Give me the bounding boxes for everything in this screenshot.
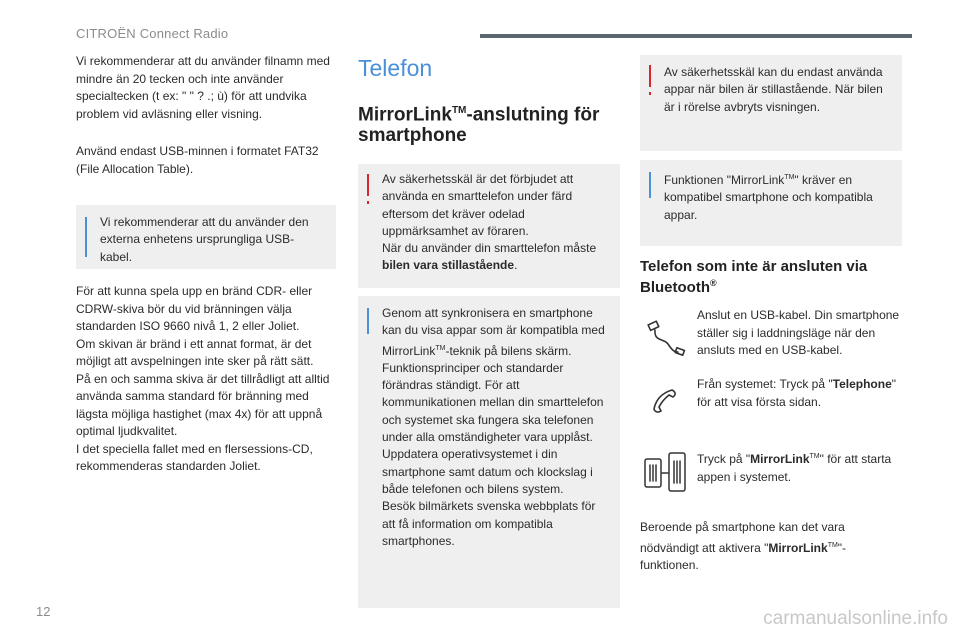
right-footer-text: Beroende på smartphone kan det vara nödvändigt att aktivera "MirrorLink™"-funktionen. xyxy=(640,520,847,572)
step-mirrorlink-text: Tryck på "MirrorLink™" för att starta appen i systemet. xyxy=(697,452,892,484)
header-bar xyxy=(480,34,912,38)
warning-bar xyxy=(367,174,369,196)
info-bar xyxy=(367,308,369,334)
mirrorlink-heading: MirrorLink™-anslutning för smartphone xyxy=(358,104,600,147)
page-number: 12 xyxy=(36,604,51,619)
left-info-text: Vi rekommenderar att du använder den externa enhetens ursprungliga USB-kabel. xyxy=(100,215,309,264)
step-telephone-text: Från systemet: Tryck på "Telephone" för att visa första sidan. xyxy=(697,377,897,409)
warning-bar xyxy=(649,65,651,87)
left-paragraph-fat32 xyxy=(76,143,338,178)
mirrorlink-icon xyxy=(643,451,687,493)
warning-dot xyxy=(367,201,369,204)
right-warning-box xyxy=(640,55,902,151)
bluetooth-heading: Telefon som inte är ansluten via Bluetooth® xyxy=(640,258,868,296)
right-info-box xyxy=(640,160,902,246)
warning-dot xyxy=(649,92,651,95)
left-info-box xyxy=(76,205,336,269)
left-p3-line: För att kunna spela upp en bränd CDR- eller CDRW-skiva bör du vid bränningen välja standarden ISO 9660 nivå 1, 2 eller Joliet. xyxy=(76,284,313,333)
left-p3-line: Om skivan är bränd i ett annat format, är det möjligt att avspelningen inte sker på rätt sätt. xyxy=(76,336,314,368)
middle-info-box xyxy=(358,296,620,608)
left-paragraph-filenames xyxy=(76,53,338,123)
left-p1: Vi rekommenderar att du använder filnamn med mindre än 20 tecken och inte använder specialtecken (t ex: " " ? .; ù) för att undvika problem vid avläsning eller visning. xyxy=(76,54,330,121)
section-title: Telefon xyxy=(358,55,433,81)
middle-info-text: Genom att synkronisera en smartphone kan du visa appar som är kompatibla med MirrorLink™-teknik på bilens skärm. Funktionsprinciper och standarder förändras ständigt. För att kommunikationen mellan din smarttelefon och systemet ska fungera ska telefonen under alla omständigheter vara upplåst. Uppdatera operativsystemet i din smartphone samt datum och klockslag i både telefonen och bilens system. Besök bilmärkets svenska webbplats för att få information om kompatibla smartphones. xyxy=(382,306,605,548)
info-bar xyxy=(85,217,87,257)
left-p3-line: På en och samma skiva är det tillrådligt att alltid använda samma standard för bränning med lägsta möjliga hastighet (max 4x) för att uppnå optimal ljudkvalitet. xyxy=(76,371,330,438)
usb-cable-icon xyxy=(644,318,688,362)
left-p2: Använd endast USB-minnen i formatet FAT32 (File Allocation Table). xyxy=(76,144,319,176)
watermark: carmanualsonline.info xyxy=(763,608,948,629)
info-bar xyxy=(649,172,651,198)
left-paragraph-cd xyxy=(76,283,340,476)
phone-handset-icon xyxy=(650,386,680,416)
left-p3-line: I det speciella fallet med en flersessions-CD, rekommenderas standarden Joliet. xyxy=(76,441,313,473)
step-usb-text: Anslut en USB-kabel. Din smartphone ställer sig i laddningsläge när den ansluts med en USB-kabel. xyxy=(697,308,900,357)
right-warning-text: Av säkerhetsskäl kan du endast använda appar när bilen är stillastående. När bilen är i rörelse avbryts visningen. xyxy=(664,65,883,114)
middle-warning-text: Av säkerhetsskäl är det förbjudet att använda en smarttelefon under färd eftersom det kräver odelad uppmärksamhet av föraren. När du använder din smarttelefon måste bilen vara stillastående. xyxy=(382,172,597,273)
header-title: CITROËN Connect Radio xyxy=(76,26,229,41)
right-info-text: Funktionen "MirrorLink™" kräver en kompatibel smartphone och kompatibla appar. xyxy=(664,173,873,222)
middle-warning-box xyxy=(358,164,620,288)
